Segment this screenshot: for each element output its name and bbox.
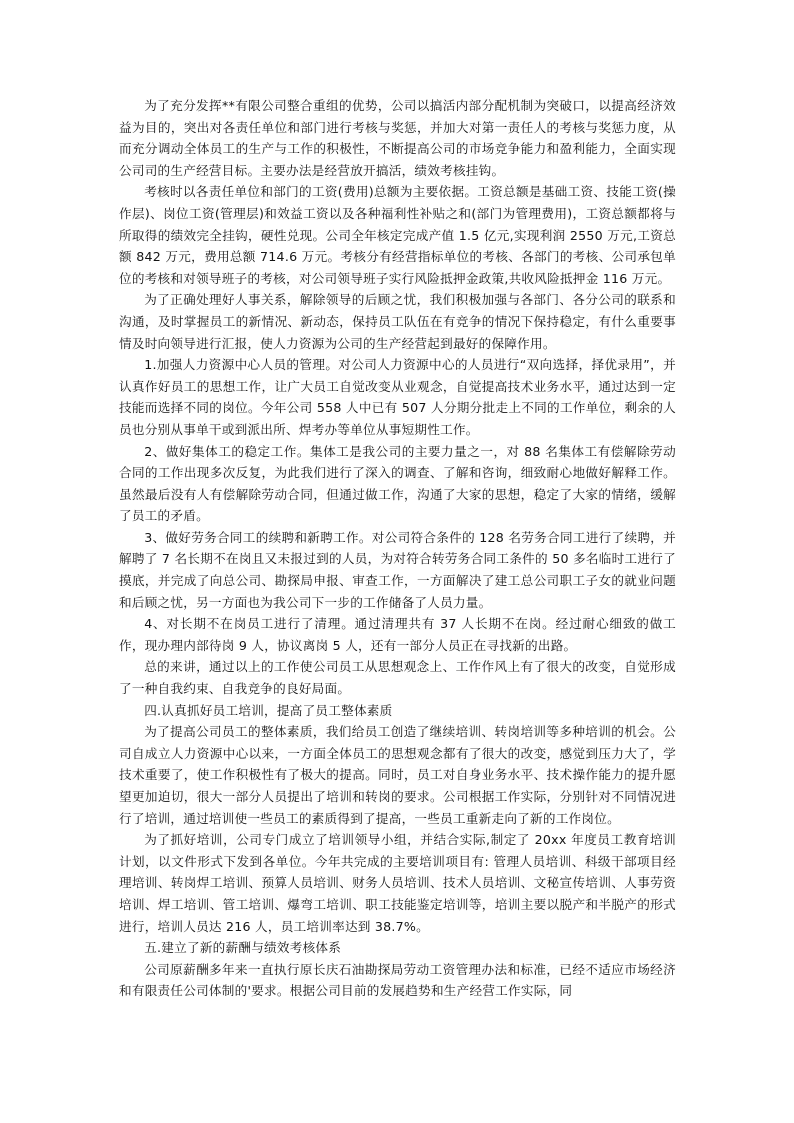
paragraph-training-plan: 为了抓好培训，公司专门成立了培训领导小组，并结合实际,制定了 20xx 年度员工教育培训计划，以文件形式下发到各单位。今年共完成的主要培训项目有: 管理人员培训、科级干部项目经理培训、转岗焊工培训、预算人员培训、财务人员培训、技术人员培训、文秘宣传培训、人事劳资培训、焊工培训、管工培训、爆弯工培训、职工技能鉴定培训等，培训主要以脱产和半脱产的形式进行，培训人员达 216 人，员工培训率达到 38.7%。 <box>119 832 676 934</box>
paragraph-personnel-relations: 为了正确处理好人事关系，解除领导的后顾之忧，我们积极加强与各部门、各分公司的联系和沟通，及时掌握员工的新情况、新动态，保持员工队伍在有竞争的情况下保持稳定，有什么重要事情及时向领导进行汇报，使人力资源为公司的生产经营起到最好的保障作用。 <box>119 292 676 351</box>
paragraph-collective-workers: 2、做好集体工的稳定工作。集体工是我公司的主要力量之一，对 88 名集体工有偿解除劳动合同的工作出现多次反复，为此我们进行了深入的调查、了解和咨询，细致耐心地做好解释工作。虽然最后没有人有偿解除劳动合同，但通过做工作，沟通了大家的思想，稳定了大家的情绪，缓解了员工的矛盾。 <box>119 443 676 524</box>
document-body <box>119 95 676 1002</box>
paragraph-training-opportunities: 为了提高公司员工的整体素质，我们给员工创造了继续培训、转岗培训等多种培训的机会。公司自成立人力资源中心以来，一方面全体员工的思想观念都有了很大的改变，感觉到压力大了，学技术重要了，使工作积极性有了极大的提高。同时，员工对自身业务水平、技术操作能力的提升愿望更加迫切，很大一部分人员提出了培训和转岗的要求。公司根据工作实际，分别针对不同情况进行了培训，通过培训使一些员工的素质得到了提高，一些员工重新走向了新的工作岗位。 <box>119 724 676 826</box>
section-heading-compensation: 五.建立了新的薪酬与绩效考核体系 <box>144 940 342 956</box>
section-heading-training: 四.认真抓好员工培训，提高了员工整体素质 <box>144 702 393 718</box>
paragraph-summary: 总的来讲，通过以上的工作使公司员工从思想观念上、工作作风上有了很大的改变，自觉形成了一种自我约束、自我竞争的良好局面。 <box>119 659 676 697</box>
paragraph-compensation-system: 公司原薪酬多年来一直执行原长庆石油勘探局劳动工资管理办法和标准，已经不适应市场经济和有限责任公司体制的'要求。根据公司目前的发展趋势和生产经营工作实际，同 <box>119 961 676 999</box>
paragraph-absent-employees: 4、对长期不在岗员工进行了清理。通过清理共有 37 人长期不在岗。经过耐心细致的做工作，现办理内部待岗 9 人，协议离岗 5 人，还有一部分人员正在寻找新的出路。 <box>119 616 676 653</box>
paragraph-hr-center-management: 1.加强人力资源中心人员的管理。对公司人力资源中心的人员进行“双向选择，择优录用”，并认真作好员工的思想工作，让广大员工自觉改变从业观念，自觉提高技术业务水平，通过达到一定技能而选择不同的岗位。今年公司 558 人中已有 507 人分期分批走上不同的工作单位，剩余的人员也分别从事单干或到派出所、焊考办等单位从事短期性工作。 <box>119 357 676 437</box>
paragraph-integration-advantage: 为了充分发挥**有限公司整合重组的优势，公司以搞活内部分配机制为突破口，以提高经济效益为目的，突出对各责任单位和部门进行考核与奖惩，并加大对第一责任人的考核与奖惩力度，从而充分调动全体员工的生产与工作的积极性，不断提高公司的市场竞争能力和盈利能力，全面实现公司司的生产经营目标。主要办法是经营放开搞活，绩效考核挂钩。 <box>119 98 676 178</box>
paragraph-contract-workers: 3、做好劳务合同工的续聘和新聘工作。对公司符合条件的 128 名劳务合同工进行了续聘，并解聘了 7 名长期不在岗且又未报过到的人员，为对符合转劳务合同工条件的 50 多名临时工进行了摸底，并完成了向总公司、勘探局申报、审查工作，一方面解决了建工总公司职工子女的就业问题和后顾之忧，另一方面也为我公司下一步的工作储备了人员力量。 <box>119 529 676 610</box>
paragraph-assessment-basis: 考核时以各责任单位和部门的工资(费用)总额为主要依据。工资总额是基础工资、技能工资(操作层)、岗位工资(管理层)和效益工资以及各种福利性补贴之和(部门为管理费用)，工资总额都将与所取得的绩效完全挂钩，硬性兑现。公司全年核定完成产值 1.5 亿元,实现利润 2550 万元,工资总额 842 万元，费用总额 714.6 万元。考核分有经营指标单位的考核、各部门的考核、公司承包单位的考核和对领导班子的考核，对公司领导班子实行风险抵押金政策,共收风险抵押金 116 万元。 <box>119 184 676 286</box>
